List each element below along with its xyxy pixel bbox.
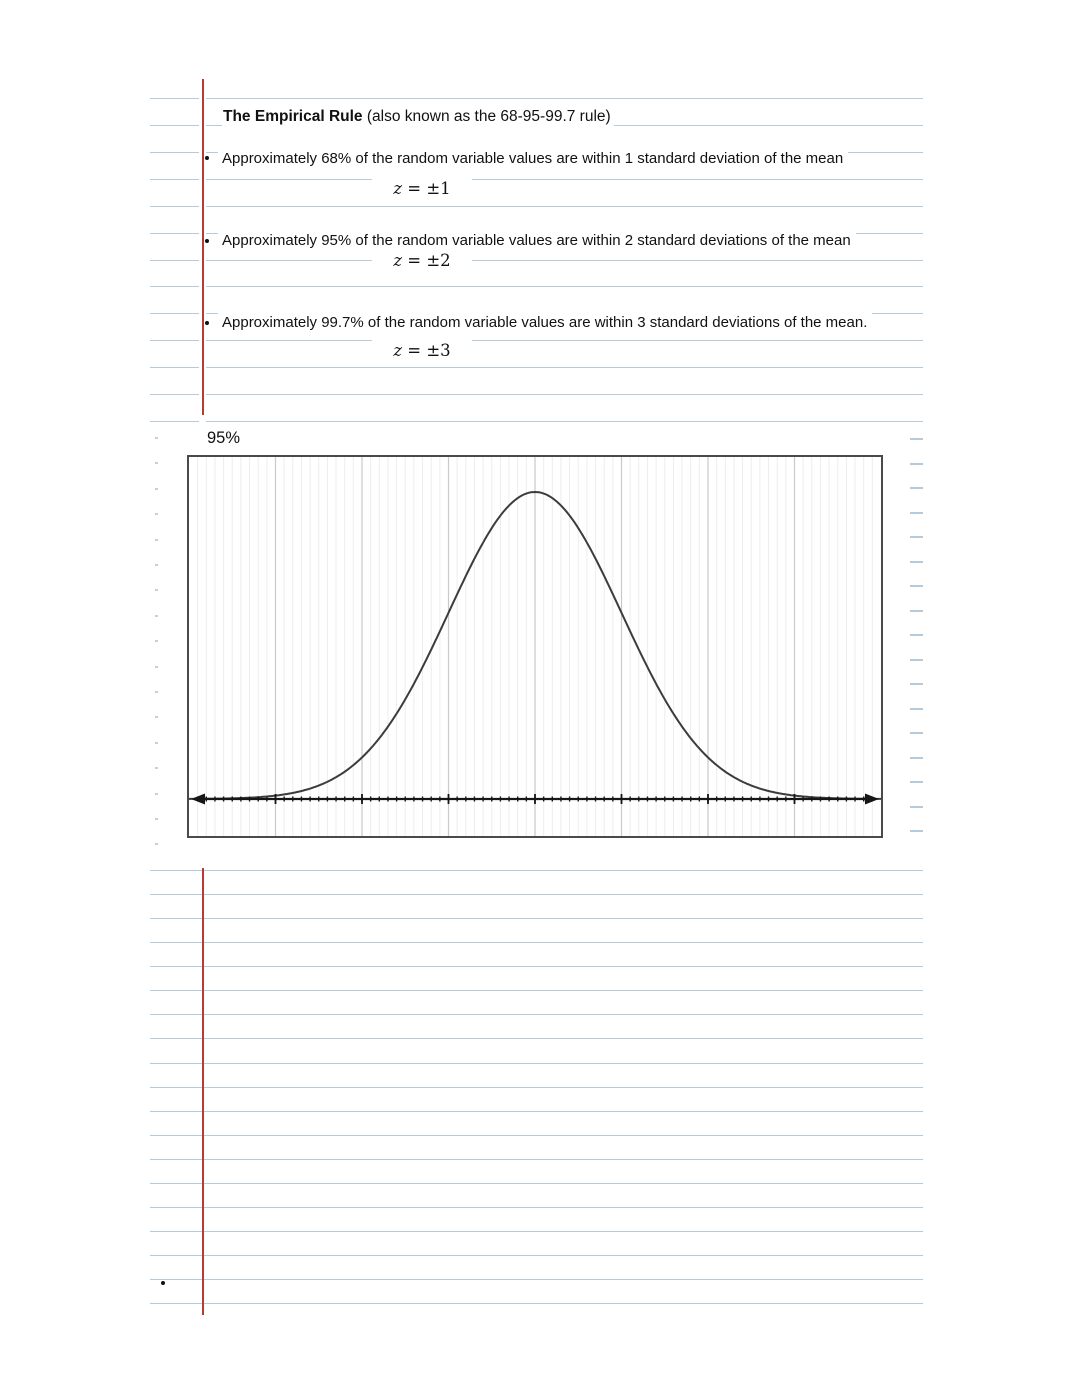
- ruled-line: [150, 340, 199, 341]
- page-title: [222, 107, 614, 126]
- ruled-line: [150, 1063, 923, 1064]
- equation-3: [372, 340, 472, 362]
- ruled-line: [150, 918, 923, 919]
- bullet-icon: [205, 239, 209, 243]
- ruled-line-dash: [910, 683, 923, 685]
- equation-1: [372, 178, 472, 200]
- ruled-line: [150, 233, 199, 234]
- ruled-line-dot: [155, 564, 158, 566]
- ruled-line: [206, 206, 923, 207]
- ruled-line: [206, 367, 923, 368]
- ruled-line: [150, 179, 199, 180]
- ruled-line-dot: [155, 488, 158, 490]
- bullet-icon: [205, 321, 209, 325]
- ruled-line: [150, 1087, 923, 1088]
- ruled-line-dash: [910, 732, 923, 734]
- ruled-line-dash: [910, 561, 923, 563]
- margin-line-top: [202, 79, 204, 415]
- ruled-line: [150, 98, 199, 99]
- equation-2: [372, 250, 472, 272]
- page-title-rest: (also known as the 68-95-99.7 rule): [362, 108, 611, 125]
- ruled-line-dot: [155, 539, 158, 541]
- ruled-line: [150, 1038, 923, 1039]
- bullet-icon: [161, 1281, 165, 1285]
- equation-3-variable: z: [393, 341, 403, 360]
- ruled-line: [150, 1014, 923, 1015]
- ruled-line-dash: [910, 438, 923, 440]
- ruled-line: [150, 1303, 923, 1304]
- equation-2-variable: z: [393, 251, 403, 270]
- ruled-line-dot: [155, 462, 158, 464]
- ruled-line: [150, 394, 199, 395]
- ruled-line-dot: [155, 640, 158, 642]
- ruled-line: [150, 894, 923, 895]
- ruled-line: [150, 1111, 923, 1112]
- ruled-line: [150, 1207, 923, 1208]
- normal-curve-chart: [187, 455, 883, 838]
- ruled-line: [150, 1255, 923, 1256]
- ruled-line: [150, 367, 199, 368]
- ruled-line-dot: [155, 513, 158, 515]
- ruled-line-dot: [155, 793, 158, 795]
- ruled-line: [150, 1183, 923, 1184]
- ruled-line: [206, 260, 923, 261]
- ruled-line: [206, 340, 923, 341]
- ruled-line: [150, 990, 923, 991]
- ruled-line-dash: [910, 830, 923, 832]
- ruled-line: [150, 286, 199, 287]
- ruled-line-dash: [910, 708, 923, 710]
- ruled-line: [150, 1231, 923, 1232]
- ruled-line-dash: [910, 487, 923, 489]
- ruled-line-dot: [155, 666, 158, 668]
- equation-1-variable: z: [393, 179, 403, 198]
- ruled-line-dot: [155, 843, 158, 845]
- equation-1-value: = ±1: [402, 179, 451, 198]
- ruled-line-dash: [910, 757, 923, 759]
- ruled-line: [150, 125, 199, 126]
- ruled-line: [150, 206, 199, 207]
- ruled-line-dash: [910, 634, 923, 636]
- ruled-line: [150, 1135, 923, 1136]
- ruled-line-dot: [155, 589, 158, 591]
- ruled-line: [206, 98, 923, 99]
- page-title-bold: The Empirical Rule: [223, 108, 363, 125]
- ruled-line: [150, 313, 199, 314]
- equation-2-value: = ±2: [402, 251, 451, 270]
- ruled-line: [206, 421, 923, 422]
- ruled-line-dash: [910, 536, 923, 538]
- ruled-line-dot: [155, 818, 158, 820]
- ruled-line: [150, 421, 199, 422]
- margin-line-bottom: [202, 868, 204, 1315]
- ruled-line-dot: [155, 615, 158, 617]
- equation-3-value: = ±3: [402, 341, 451, 360]
- ruled-line-dash: [910, 512, 923, 514]
- ruled-line-dash: [910, 781, 923, 783]
- ruled-line: [206, 394, 923, 395]
- ruled-line: [150, 1279, 923, 1280]
- ruled-line: [206, 286, 923, 287]
- ruled-line-dot: [155, 767, 158, 769]
- ruled-line: [150, 1159, 923, 1160]
- ruled-line-dash: [910, 806, 923, 808]
- ruled-line: [150, 152, 199, 153]
- ruled-line-dot: [155, 437, 158, 439]
- ruled-line-dash: [910, 463, 923, 465]
- chart-region-label: 95%: [207, 429, 241, 447]
- normal-curve-svg: [189, 457, 881, 836]
- bullet-3-text: Approximately 99.7% of the random variable values are within 3 standard deviations of the mean.: [218, 313, 872, 334]
- bullet-icon: [205, 156, 209, 160]
- ruled-line: [150, 942, 923, 943]
- ruled-line: [206, 179, 923, 180]
- ruled-line-dot: [155, 716, 158, 718]
- ruled-line-dash: [910, 585, 923, 587]
- ruled-line: [150, 870, 923, 871]
- bullet-1-text: Approximately 68% of the random variable values are within 1 standard deviation of the mean: [218, 149, 848, 170]
- ruled-line-dash: [910, 659, 923, 661]
- ruled-line-dot: [155, 691, 158, 693]
- ruled-line: [150, 260, 199, 261]
- ruled-line-dash: [910, 610, 923, 612]
- ruled-line-dot: [155, 742, 158, 744]
- ruled-line: [150, 966, 923, 967]
- bullet-2-text: Approximately 95% of the random variable values are within 2 standard deviations of the mean: [218, 231, 856, 252]
